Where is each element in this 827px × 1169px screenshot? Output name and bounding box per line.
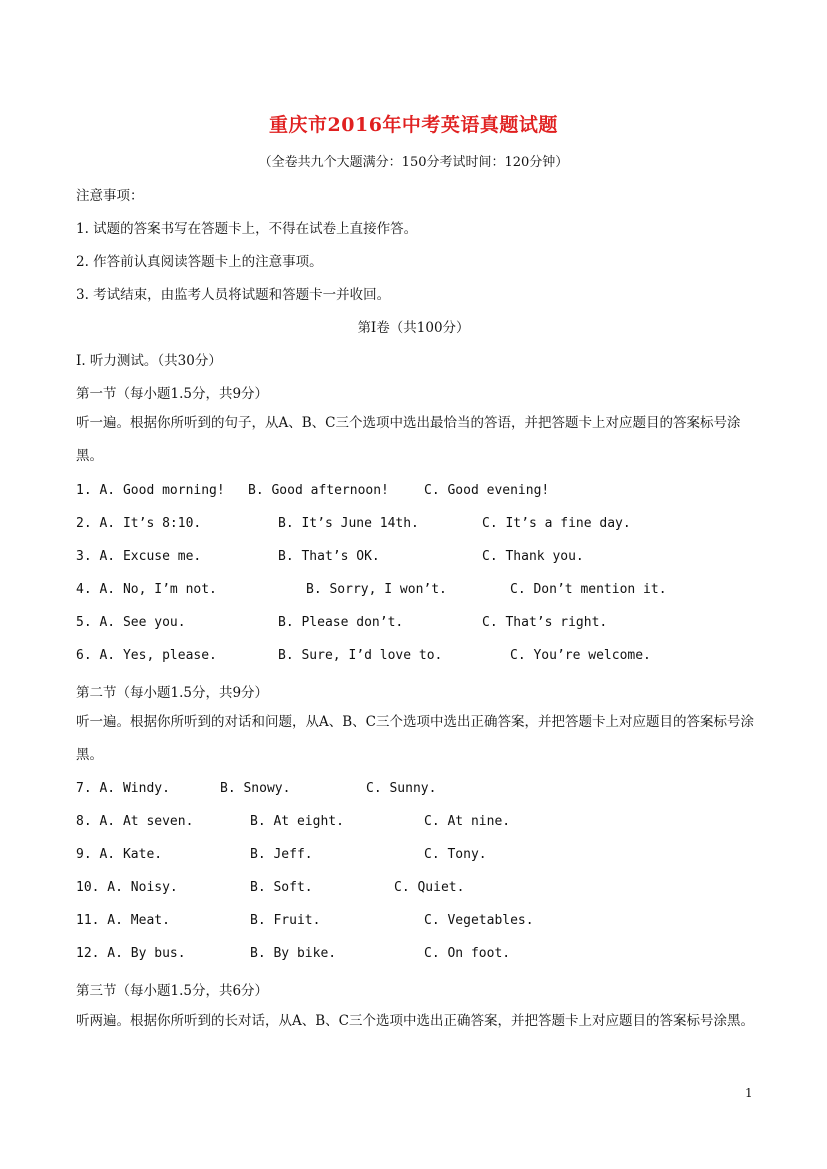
option-c: C. Good evening! xyxy=(424,483,550,498)
option-b: B. Sorry, I won’t. xyxy=(306,582,447,597)
option-a: 7. A. Windy. xyxy=(76,781,170,796)
option-b: B. By bike. xyxy=(250,946,337,961)
sub3-heading: 第三节（每小题1.5分，共6分） xyxy=(76,983,269,999)
sub2-heading: 第二节（每小题1.5分，共9分） xyxy=(76,685,269,701)
option-b: B. Please don’t. xyxy=(278,615,404,630)
option-b: B. Jeff. xyxy=(250,847,313,862)
section-title: Ⅰ. 听力测试。（共30分） xyxy=(76,353,222,369)
notes-heading: 注意事项： xyxy=(76,188,144,204)
sub2-instruction: 听一遍。根据你所听到的对话和问题，从A、B、C三个选项中选出正确答案，并把答题卡上对应题目的答案标号涂黑。 xyxy=(76,714,754,763)
part-title: 第Ⅰ卷（共100分） xyxy=(357,320,470,336)
option-a: 9. A. Kate. xyxy=(76,847,163,862)
option-b: B. Soft. xyxy=(250,880,313,895)
option-a: 10. A. Noisy. xyxy=(76,880,178,895)
option-b: B. Snowy. xyxy=(220,781,291,796)
option-c: C. Sunny. xyxy=(366,781,437,796)
option-c: C. You’re welcome. xyxy=(510,648,651,663)
option-a: 12. A. By bus. xyxy=(76,946,186,961)
option-c: C. On foot. xyxy=(424,946,511,961)
exam-title: 重庆市2016年中考英语真题试题 xyxy=(269,114,558,136)
option-c: C. It’s a fine day. xyxy=(482,516,631,531)
option-c: C. At nine. xyxy=(424,814,511,829)
option-b: B. At eight. xyxy=(250,814,344,829)
option-a: 1. A. Good morning! xyxy=(76,483,225,498)
option-c: C. Vegetables. xyxy=(424,913,534,928)
option-a: 2. A. It’s 8:10. xyxy=(76,516,202,531)
sub1-heading: 第一节（每小题1.5分，共9分） xyxy=(76,386,269,402)
exam-subtitle: （全卷共九个大题满分：150分考试时间：120分钟） xyxy=(258,155,569,170)
option-c: C. Thank you. xyxy=(482,549,584,564)
option-a: 3. A. Excuse me. xyxy=(76,549,202,564)
sub1-instruction: 听一遍。根据你所听到的句子，从A、B、C三个选项中选出最恰当的答语，并把答题卡上对应题目的答案标号涂黑。 xyxy=(76,415,741,464)
option-b: B. Good afternoon! xyxy=(248,483,389,498)
option-c: C. Don’t mention it. xyxy=(510,582,667,597)
note-item: 3. 考试结束，由监考人员将试题和答题卡一并收回。 xyxy=(76,287,391,303)
option-c: C. Quiet. xyxy=(394,880,465,895)
page-number: 1 xyxy=(745,1086,753,1100)
option-a: 8. A. At seven. xyxy=(76,814,194,829)
option-a: 6. A. Yes, please. xyxy=(76,648,217,663)
option-b: B. Sure, I’d love to. xyxy=(278,648,443,663)
note-item: 2. 作答前认真阅读答题卡上的注意事项。 xyxy=(76,254,323,270)
option-b: B. It’s June 14th. xyxy=(278,516,419,531)
option-a: 4. A. No, I’m not. xyxy=(76,582,217,597)
option-c: C. That’s right. xyxy=(482,615,608,630)
option-b: B. That’s OK. xyxy=(278,549,380,564)
note-item: 1. 试题的答案书写在答题卡上，不得在试卷上直接作答。 xyxy=(76,221,418,237)
option-b: B. Fruit. xyxy=(250,913,321,928)
option-a: 11. A. Meat. xyxy=(76,913,170,928)
sub3-instruction: 听两遍。根据你所听到的长对话，从A、B、C三个选项中选出正确答案，并把答题卡上对应题目的答案标号涂黑。 xyxy=(76,1013,754,1029)
option-c: C. Tony. xyxy=(424,847,487,862)
option-a: 5. A. See you. xyxy=(76,615,186,630)
